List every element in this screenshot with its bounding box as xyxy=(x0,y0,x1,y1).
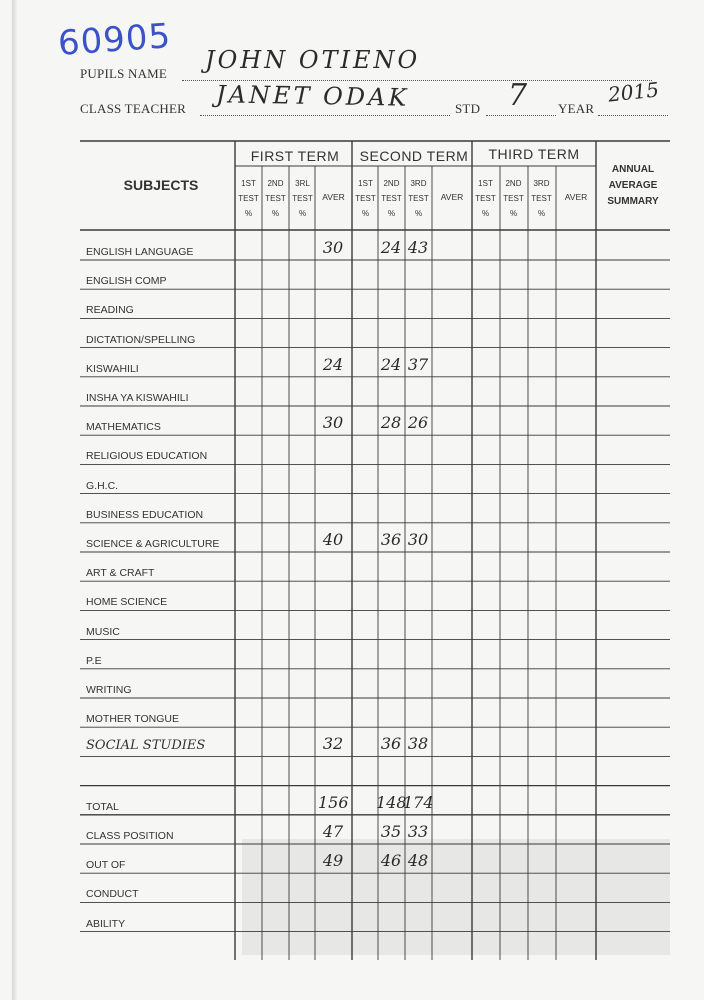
subject-label: MUSIC xyxy=(86,625,120,638)
annual-average-summary-header: ANNUAL AVERAGE SUMMARY xyxy=(607,164,659,207)
subject-label: WRITING xyxy=(86,684,132,696)
score-value: 30 xyxy=(407,530,429,549)
score-value: 37 xyxy=(407,354,429,374)
record-number-stamp: 60905 xyxy=(56,16,173,64)
std-label: STD xyxy=(455,101,481,116)
pupils-name-value: JOHN OTIENO xyxy=(205,46,421,74)
score-value: 24 xyxy=(380,354,402,374)
score-value: 32 xyxy=(322,734,344,754)
test-column-header: 3RL TEST % xyxy=(292,179,313,218)
third-term-header: THIRD TERM xyxy=(488,146,580,162)
test-column-header: 1ST TEST % xyxy=(238,179,259,218)
score-value: 174 xyxy=(403,792,434,812)
test-column-header: 2ND TEST % xyxy=(503,179,524,218)
score-value: 28 xyxy=(380,413,402,433)
score-value: 40 xyxy=(322,530,344,549)
score-value: 30 xyxy=(322,413,344,433)
score-value: 24 xyxy=(380,238,402,257)
test-column-header: 2ND TEST % xyxy=(381,179,402,218)
test-column-header: 3RD TEST % xyxy=(531,179,552,218)
scan-shadow-edge xyxy=(12,0,18,1000)
subject-label: SCIENCE & AGRICULTURE xyxy=(86,538,220,550)
score-value: 30 xyxy=(322,238,344,257)
score-value: 36 xyxy=(380,734,402,754)
subject-label: OUT OF xyxy=(86,859,126,872)
class-teacher-line xyxy=(200,115,450,116)
class-teacher-label: CLASS TEACHER xyxy=(80,101,187,116)
std-value: 7 xyxy=(508,78,528,113)
subject-label: MOTHER TONGUE xyxy=(86,713,179,726)
score-value: 43 xyxy=(407,238,429,257)
score-value: 47 xyxy=(322,822,344,841)
score-value: 26 xyxy=(407,413,429,433)
subjects-header: SUBJECTS xyxy=(123,177,199,193)
average-column-header: AVER xyxy=(440,192,464,202)
subject-label: INSHA YA KISWAHILI xyxy=(86,392,189,404)
class-teacher-value: JANET ODAK xyxy=(215,80,410,112)
subject-label: RELIGIOUS EDUCATION xyxy=(86,450,208,463)
year-value: 2015 xyxy=(606,77,661,107)
subject-label: P.E xyxy=(86,654,102,667)
pupils-name-label: PUPILS NAME xyxy=(80,66,168,81)
year-label: YEAR xyxy=(558,101,595,116)
year-line xyxy=(598,115,668,116)
score-value: 33 xyxy=(407,822,429,841)
subject-label: ENGLISH COMP xyxy=(86,275,167,288)
test-column-header: 3RD TEST % xyxy=(408,179,429,218)
subject-label: CONDUCT xyxy=(86,888,139,901)
subject-label: READING xyxy=(86,304,134,317)
second-term-header: SECOND TERM xyxy=(359,148,469,164)
subject-label: SOCIAL STUDIES xyxy=(86,738,206,754)
test-column-header: 1ST TEST % xyxy=(475,179,496,218)
score-value: 48 xyxy=(407,851,429,871)
score-value: 148 xyxy=(376,792,407,812)
score-value: 38 xyxy=(407,734,429,754)
score-value: 36 xyxy=(380,530,402,549)
subject-label: MATHEMATICS xyxy=(86,421,161,434)
average-column-header: AVER xyxy=(564,192,588,202)
subject-label: ENGLISH LANGUAGE xyxy=(86,246,194,258)
subject-label: ART & CRAFT xyxy=(86,567,155,580)
subject-label: DICTATION/SPELLING xyxy=(86,333,196,346)
subject-label: HOME SCIENCE xyxy=(86,596,168,609)
subject-label: KISWAHILI xyxy=(86,362,139,375)
average-column-header: AVER xyxy=(322,192,345,202)
subject-label: CLASS POSITION xyxy=(86,830,174,842)
score-value: 156 xyxy=(318,792,349,812)
score-value: 35 xyxy=(380,822,402,841)
score-value: 49 xyxy=(322,851,344,871)
score-value: 24 xyxy=(322,354,344,374)
std-line xyxy=(486,115,556,116)
subject-label: ABILITY xyxy=(86,917,126,930)
subject-label: TOTAL xyxy=(86,800,119,813)
first-term-header: FIRST TERM xyxy=(250,148,340,164)
report-table xyxy=(80,140,670,960)
subject-label: BUSINESS EDUCATION xyxy=(86,508,204,521)
test-column-header: 2ND TEST % xyxy=(265,179,286,218)
subject-label: G.H.C. xyxy=(86,479,119,492)
test-column-header: 1ST TEST % xyxy=(355,179,376,218)
score-value: 46 xyxy=(380,851,402,871)
